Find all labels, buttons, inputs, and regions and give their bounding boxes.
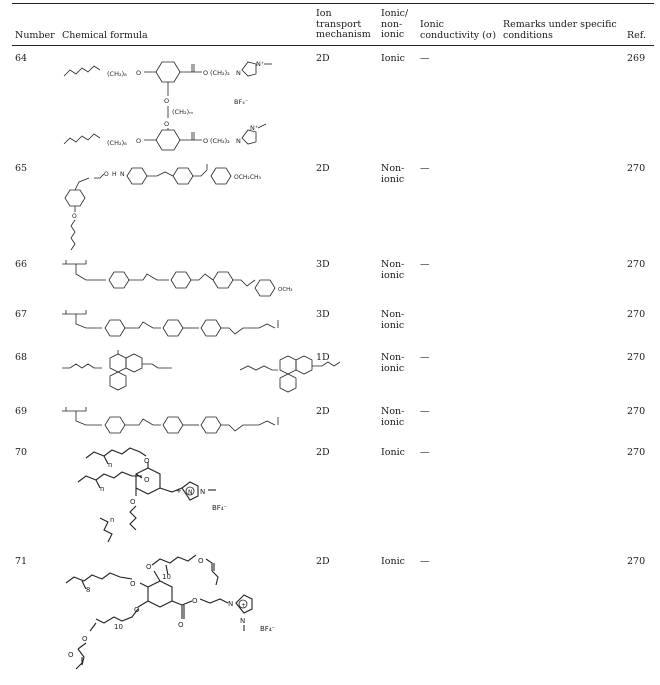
row-ref: 270 <box>627 556 646 567</box>
row-ionic-line: ionic <box>381 363 405 374</box>
chem-label: N <box>188 489 193 496</box>
header-ionic <box>381 9 408 41</box>
structure-71 <box>60 553 300 681</box>
header-ionic-line: non- <box>381 18 403 30</box>
row-conductivity: — <box>420 352 430 363</box>
chem-label: O <box>178 621 184 629</box>
row-mechanism: 2D <box>316 163 330 174</box>
row-conductivity: — <box>420 556 430 567</box>
row-number: 70 <box>15 447 28 458</box>
row-ionic <box>381 352 404 374</box>
row-mechanism: 2D <box>316 447 330 458</box>
row-ionic <box>381 53 405 64</box>
chem-label: N <box>236 69 241 77</box>
row-ionic-line: Non- <box>381 259 405 270</box>
chem-label: BF₄⁻ <box>260 625 276 633</box>
chem-label: (CH₂)₈ <box>107 139 127 147</box>
chem-label: O <box>130 580 136 588</box>
chem-label: N <box>120 171 125 178</box>
header-mechanism-line: transport <box>316 18 362 30</box>
row-mechanism: 1D <box>316 352 330 363</box>
row-ref: 270 <box>627 447 646 458</box>
row-number: 64 <box>15 53 28 64</box>
header-conductivity-line: Ionic <box>420 19 444 30</box>
row-ref: 270 <box>627 406 646 417</box>
chem-label: O <box>192 597 198 605</box>
chem-label: O <box>104 171 109 178</box>
header-mechanism <box>316 9 371 41</box>
row-number: 66 <box>15 259 28 270</box>
structure-67 <box>60 306 310 346</box>
row-ionic-line: Non- <box>381 163 405 174</box>
row-number: 68 <box>15 352 28 363</box>
row-number: 71 <box>15 556 28 567</box>
row-ionic <box>381 556 405 567</box>
chem-label: N <box>236 137 241 145</box>
row-ref: 269 <box>627 53 646 64</box>
chem-label: O <box>198 557 204 565</box>
chem-label: O <box>130 498 136 506</box>
row-ionic <box>381 163 404 185</box>
row-conductivity: — <box>420 406 430 417</box>
chem-label: O <box>82 635 88 643</box>
chem-label: n <box>100 485 105 493</box>
row-ionic-line: Ionic <box>381 53 405 64</box>
row-ionic-line: ionic <box>381 417 405 428</box>
row-mechanism: 3D <box>316 309 330 320</box>
row-conductivity: — <box>420 163 430 174</box>
row-number: 65 <box>15 163 28 174</box>
chem-label: O <box>203 69 209 77</box>
row-ref: 270 <box>627 163 646 174</box>
row-conductivity: — <box>420 259 430 270</box>
chem-label: O <box>136 69 142 77</box>
chem-label: 8 <box>86 586 91 594</box>
row-ionic-line: Non- <box>381 309 405 320</box>
row-ionic-line: Ionic <box>381 447 405 458</box>
chem-label: (CH₂)₂ <box>210 137 230 145</box>
chem-label: (CH₂)₈ <box>107 70 127 78</box>
header-mechanism-line: mechanism <box>316 29 371 40</box>
chem-label: O <box>144 457 150 465</box>
chem-label: (CH₂)₂ <box>210 69 230 77</box>
chem-label: OCH₂CH₃ <box>234 174 261 181</box>
structure-64 <box>60 50 310 155</box>
chem-label: OCH₃ <box>278 287 293 293</box>
header-number: Number <box>15 30 55 41</box>
row-ref: 270 <box>627 259 646 270</box>
header-conductivity-line: conductivity (σ) <box>420 29 497 41</box>
header-ref: Ref. <box>627 30 646 41</box>
row-mechanism: 2D <box>316 406 330 417</box>
chem-label: H <box>112 171 117 178</box>
row-mechanism: 2D <box>316 556 330 567</box>
row-number: 67 <box>15 309 28 320</box>
chem-label: O <box>164 120 170 128</box>
row-ionic-line: Ionic <box>381 556 405 567</box>
row-ref: 270 <box>627 352 646 363</box>
header-formula: Chemical formula <box>62 30 148 41</box>
header-remarks <box>503 20 617 41</box>
chem-label: O <box>134 606 140 614</box>
row-mechanism: 3D <box>316 259 330 270</box>
chem-label: 10 <box>162 573 171 581</box>
chem-label: (CH₂)ₘ <box>172 108 194 116</box>
chem-label: O <box>72 213 77 220</box>
row-ionic-line: Non- <box>381 352 405 363</box>
row-ionic <box>381 447 405 458</box>
chem-label: O <box>164 97 170 105</box>
chem-label: O <box>203 137 209 145</box>
chem-label: n <box>110 516 115 524</box>
row-ionic-line: ionic <box>381 270 405 281</box>
header-mechanism-line: Ion <box>316 8 332 19</box>
chem-label: n <box>108 461 113 469</box>
structure-70 <box>60 444 260 544</box>
table-top-rule <box>12 3 654 4</box>
chem-label: O <box>146 563 152 571</box>
structure-69 <box>60 403 310 441</box>
chem-label: N <box>200 488 206 496</box>
chem-label: O <box>68 651 74 659</box>
chem-label: + <box>176 487 182 495</box>
row-ref: 270 <box>627 309 646 320</box>
chem-label: O <box>144 476 150 484</box>
chem-label: BF₄⁻ <box>212 504 228 512</box>
header-remarks-line: Remarks under specific <box>503 19 617 30</box>
row-ionic <box>381 309 404 331</box>
structure-66 <box>60 256 310 304</box>
chem-label: + <box>241 602 247 609</box>
header-ionic-line: Ionic/ <box>381 8 409 19</box>
row-ionic-line: ionic <box>381 320 405 331</box>
chem-label: O <box>136 137 142 145</box>
chem-label: N⁺ <box>250 124 259 132</box>
row-ionic-line: Non- <box>381 406 405 417</box>
row-conductivity: — <box>420 447 430 458</box>
header-ionic-line: ionic <box>381 29 405 40</box>
structure-65 <box>60 162 310 254</box>
row-ionic-line: ionic <box>381 174 405 185</box>
chem-label: N <box>240 617 246 625</box>
row-ionic <box>381 406 404 428</box>
structure-68 <box>60 348 310 398</box>
row-mechanism: 2D <box>316 53 330 64</box>
header-conductivity <box>420 20 496 41</box>
header-remarks-line: conditions <box>503 29 553 41</box>
row-number: 69 <box>15 406 28 417</box>
row-ionic <box>381 259 404 281</box>
chem-label: N⁺ <box>256 60 265 68</box>
chem-label: BF₄⁻ <box>234 98 249 106</box>
chem-label: 10 <box>114 623 123 631</box>
row-conductivity: — <box>420 53 430 64</box>
header-bottom-rule <box>12 45 654 46</box>
chem-label: N <box>228 600 234 608</box>
